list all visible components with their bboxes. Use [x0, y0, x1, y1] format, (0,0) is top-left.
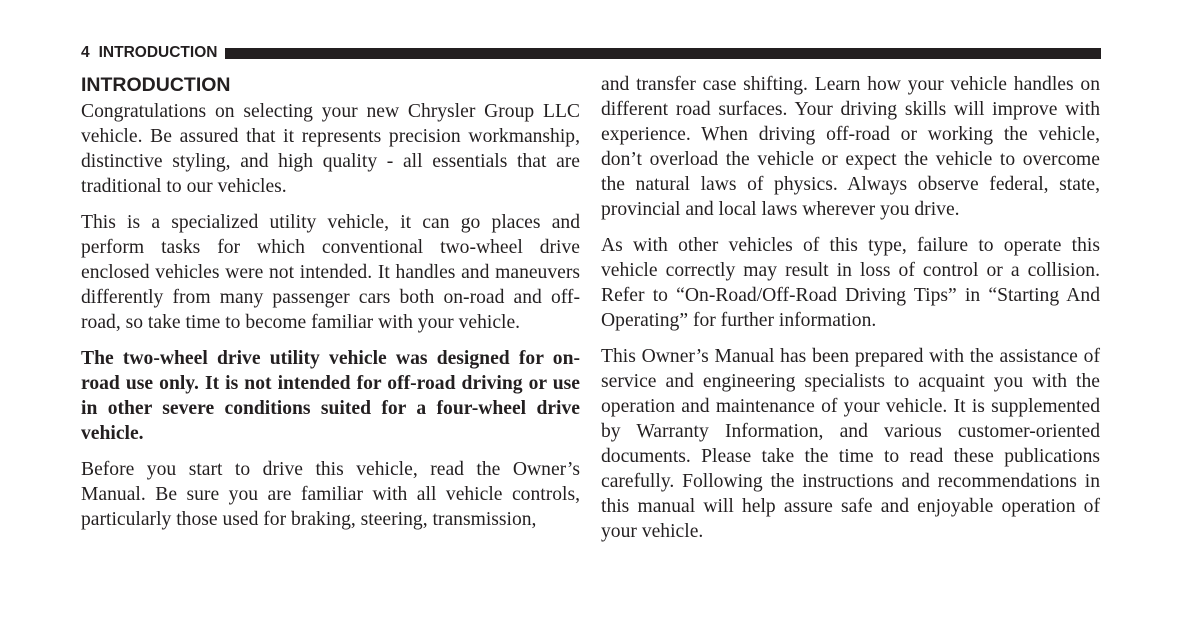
paragraph-specialized-vehicle: This is a specialized utility vehicle, it can go places and perform tasks for which conventional two-wheel drive enclosed vehicles were not intended. It handles and maneuvers differently from many passenger cars both on-road and off-road, so take time to become familiar with your vehicle. [81, 212, 580, 333]
paragraph-read-manual: Before you start to drive this vehicle, read the Owner’s Manual. Be sure you are familiar with all vehicle controls, particularly those used for braking, steering, transmission, [81, 459, 580, 530]
right-column [601, 71, 1100, 555]
paragraph-transfer-case: and transfer case shifting. Learn how your vehicle handles on different road surfaces. Your driving skills will improve with experience. When driving off-road or working the vehicle, don’t overload the vehicle or expect the vehicle to overcome the natural laws of physics. Always observe federal, state, provincial and local laws wherever you drive. [601, 74, 1100, 220]
section-heading: INTRODUCTION [81, 74, 231, 96]
paragraph-loss-of-control: As with other vehicles of this type, failure to operate this vehicle correctly may result in loss of control or a collision. Refer to “On-Road/Off-Road Driving Tips” in “Starting And Operating” for further information. [601, 235, 1100, 331]
left-column [81, 71, 580, 543]
paragraph-on-road-warning: The two-wheel drive utility vehicle was designed for on-road use only. It is not intended for off-road driving or use in other severe conditions suited for a four-wheel drive vehicle. [81, 348, 580, 444]
paragraph-congratulations: Congratulations on selecting your new Chrysler Group LLC vehicle. Be assured that it represents precision workmanship, distinctive styling, and high quality - all essentials that are traditional to our vehicles. [81, 101, 580, 197]
paragraph-manual-prepared: This Owner’s Manual has been prepared with the assistance of service and engineering specialists to acquaint you with the operation and maintenance of your vehicle. It is supplemented by Warranty Information, and various customer-oriented documents. Please take the time to read these publications carefully. Following the instructions and recommendations in this manual will help assure safe and enjoyable operation of your vehicle. [601, 346, 1100, 542]
running-title: INTRODUCTION [98, 44, 218, 61]
running-header [81, 44, 1101, 62]
page-number: 4 [81, 44, 90, 61]
header-rule [225, 48, 1101, 59]
